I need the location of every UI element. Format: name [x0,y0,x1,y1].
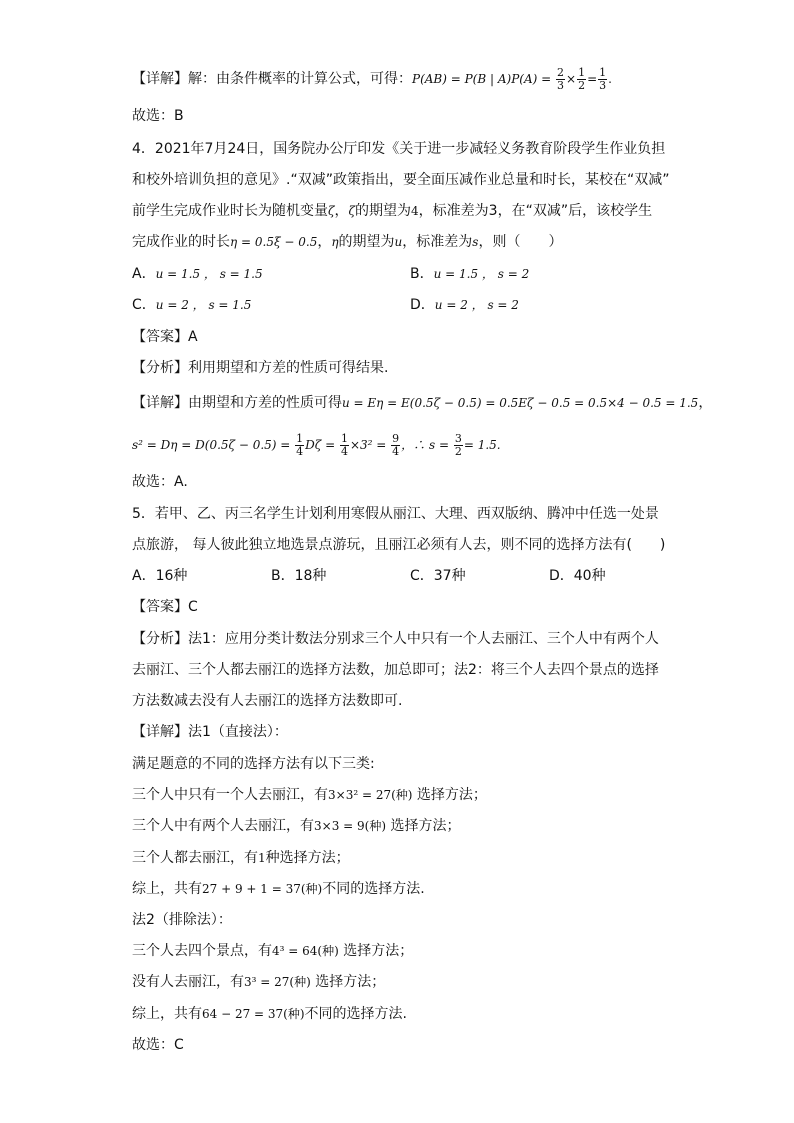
q5-m2-sum: 综上，共有64 − 27 = 37(种)不同的选择方法. [132,1006,407,1022]
q5-method2-title: 法2（排除法）： [132,912,232,928]
fraction: $\frac{3}{2}$ [454,431,462,458]
q4-option-d: D．u = 2 ， s = 2 [410,297,519,313]
q5-m2-line2: 没有人去丽江，有3³ = 27(种) 选择方法； [132,974,386,990]
fraction: $\frac{2}{3}$ [557,65,564,92]
q4-stem-line3: 前学生完成作业时长为随机变量ζ，ζ的期望为4，标准差为3，在“双减”后，该校学生 [132,203,653,219]
q4-option-b: B．u = 1.5 ， s = 2 [410,266,530,282]
q5-m1-sum: 综上，共有27 + 9 + 1 = 37(种)不同的选择方法. [132,881,425,897]
q4-detail-line2: s² = Dη = D(0.5ζ − 0.5) = $\frac{1}{4}$ Dζ = $\frac{1}{4}$ ×3² = $\frac{9}{4}$ ，∴ s = $\frac{3}{2}$ = 1.5. [132,431,501,458]
q4-option-c: C．u = 2 ， s = 1.5 [132,297,252,313]
fraction: $\frac{1}{2}$ [578,65,586,92]
q5-m2-line1: 三个人去四个景点，有4³ = 64(种) 选择方法； [132,943,414,959]
q5-analysis-line3: 方法数减去没有人去丽江的选择方法数即可. [132,693,403,709]
q5-conclusion: 故选：C [132,1037,184,1053]
q4-stem-line4: 完成作业的时长η = 0.5ξ − 0.5，η的期望为u，标准差为s，则（ ） [132,234,563,250]
q5-detail-header: 【详解】法1（直接法）： [132,724,288,740]
q5-stem-line1: 5．若甲、乙、丙三名学生计划利用寒假从丽江、大理、西双版纳、腾冲中任选一处景 [132,506,659,522]
q3-detail-line: 【详解】解：由条件概率的计算公式，可得：P(AB) = P(B | A)P(A) = $\frac{2}{3}$ × $\frac{1}{2}$ = $\frac{1}{3}$ . [132,65,612,92]
q5-option-d: D．40种 [549,568,606,584]
detail-tag: 【详解】 [132,71,188,87]
formula: P(AB) = P(B | A)P(A) = [412,72,555,86]
q5-analysis-line2: 去丽江、三个人都去丽江的选择方法数，加总即可；法2：将三个人去四个景点的选择 [132,662,659,678]
q3-conclusion: 故选：B [132,108,184,124]
q4-detail-line1: 【详解】由期望和方差的性质可得u = Eη = E(0.5ζ − 0.5) = 0.5Eζ − 0.5 = 0.5×4 − 0.5 = 1.5， [132,395,713,411]
q5-option-a: A．16种 [132,568,188,584]
fraction: $\frac{1}{3}$ [599,65,607,92]
q5-m1-case3: 三个人都去丽江，有1种选择方法； [132,850,350,866]
q4-option-a: A．u = 1.5 ， s = 1.5 [132,266,263,282]
fraction: $\frac{9}{4}$ [392,431,400,458]
q5-analysis-line1: 【分析】法1：应用分类计数法分别求三个人中只有一个人去丽江、三个人中有两个人 [132,631,659,647]
detail-text: 解：由条件概率的计算公式，可得： [188,71,412,87]
q5-option-b: B．18种 [271,568,327,584]
fraction: $\frac{1}{4}$ [296,431,304,458]
q5-m1-case2: 三个人中有两个人去丽江，有3×3 = 9(种) 选择方法； [132,818,461,834]
q5-answer: 【答案】C [132,599,198,615]
q5-m1-intro: 满足题意的不同的选择方法有以下三类: [132,756,375,772]
fraction: $\frac{1}{4}$ [340,431,348,458]
q5-option-c: C．37种 [410,568,466,584]
q4-stem-line1: 4．2021年7月24日，国务院办公厅印发《关于进一步减轻义务教育阶段学生作业负担 [132,141,666,157]
q5-m1-case1: 三个人中只有一个人去丽江，有3×3² = 27(种) 选择方法； [132,787,487,803]
q5-stem-line2: 点旅游， 每人彼此独立地选景点游玩，且丽江必须有人去，则不同的选择方法有( ) [132,537,666,553]
q4-analysis: 【分析】利用期望和方差的性质可得结果. [132,360,389,376]
q4-conclusion: 故选：A. [132,474,188,490]
q4-answer: 【答案】A [132,329,198,345]
q4-stem-line2: 和校外培训负担的意见》.“双减”政策指出，要全面压减作业总量和时长，某校在“双减” [132,172,670,188]
